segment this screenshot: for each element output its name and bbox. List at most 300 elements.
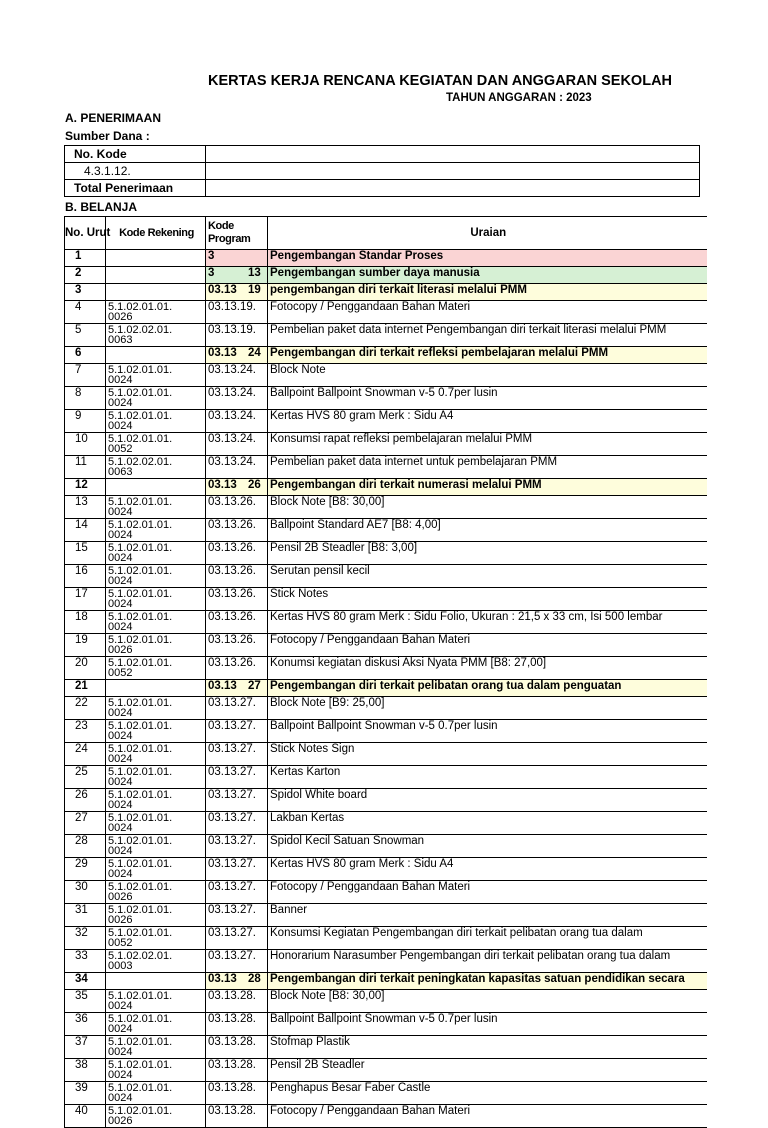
cell-kode-rekening[interactable] — [106, 519, 206, 542]
cell-kode-program[interactable] — [206, 347, 268, 364]
kode-program-code: 03.13.27. — [208, 766, 256, 778]
table-row[interactable] — [65, 301, 707, 324]
cell-uraian[interactable]: Penghapus Besar Faber Castle — [268, 1082, 707, 1105]
kode-program-code: 03.13 — [208, 973, 237, 985]
kode-program-code: 03.13.26. — [208, 657, 256, 669]
kode-program-code: 03.13.24. — [208, 364, 256, 376]
kode-program-code: 03.13.27. — [208, 789, 256, 801]
kode-program-code: 03.13.26. — [208, 519, 256, 531]
cell-no-urut[interactable]: 33 — [65, 950, 106, 973]
cell-kode-program[interactable] — [206, 904, 268, 927]
cell-kode-program[interactable] — [206, 634, 268, 657]
cell-uraian[interactable]: Stofmap Plastik — [268, 1036, 707, 1059]
table-row[interactable] — [65, 1013, 707, 1036]
cell-no-urut[interactable]: 32 — [65, 927, 106, 950]
cell-uraian[interactable]: Fotocopy / Penggandaan Bahan Materi — [268, 881, 707, 904]
kode-program-code: 03.13.27. — [208, 835, 256, 847]
cell-no-urut[interactable]: 1 — [65, 250, 106, 267]
cell-uraian[interactable]: Pengembangan Standar Proses — [268, 250, 707, 267]
cell-no-urut[interactable]: 8 — [65, 387, 106, 410]
cell-kode-program[interactable] — [206, 479, 268, 496]
kode-rekening-part2: 0026 — [108, 311, 133, 323]
kode-rekening-part2: 0024 — [108, 598, 133, 610]
kode-rekening-part2: 0052 — [108, 937, 133, 949]
kode-rekening-part1: 5.1.02.01.01. — [108, 542, 173, 554]
table-row[interactable] — [65, 519, 707, 542]
cell-no-urut[interactable]: 31 — [65, 904, 106, 927]
cell-no-urut[interactable]: 9 — [65, 410, 106, 433]
kode-program-sub: 26 — [248, 479, 261, 491]
cell-kode-program[interactable] — [206, 950, 268, 973]
document-title: KERTAS KERJA RENCANA KEGIATAN DAN ANGGARAN SEKOLAH — [208, 73, 673, 89]
cell-no-urut[interactable]: 3 — [65, 284, 106, 301]
cell-uraian[interactable]: Pembelian paket data internet Pengembangan diri terkait literasi melalui PMM — [268, 324, 707, 347]
cell-no-urut[interactable]: 16 — [65, 565, 106, 588]
cell-kode-rekening[interactable] — [106, 743, 206, 766]
kode-rekening-part2: 0063 — [108, 334, 133, 346]
kode-rekening-part1: 5.1.02.01.01. — [108, 1036, 173, 1048]
kode-rekening-part2: 0003 — [108, 960, 133, 972]
table-row[interactable] — [65, 634, 707, 657]
cell-no-urut[interactable]: 34 — [65, 973, 106, 990]
table-row[interactable] — [65, 766, 707, 789]
cell-no-urut[interactable]: 15 — [65, 542, 106, 565]
kode-rekening-part2: 0024 — [108, 707, 133, 719]
cell-no-urut[interactable]: 24 — [65, 743, 106, 766]
cell-kode-program[interactable] — [206, 250, 268, 267]
table-row[interactable] — [65, 789, 707, 812]
cell-uraian[interactable]: Pensil 2B Steadler — [268, 1059, 707, 1082]
cell-kode-rekening[interactable] — [106, 990, 206, 1013]
cell-uraian[interactable]: Konumsi kegiatan diskusi Aksi Nyata PMM [B8: 27,00] — [268, 657, 707, 680]
kode-program-sub: 28 — [248, 973, 261, 985]
cell-uraian[interactable]: Spidol White board — [268, 789, 707, 812]
cell-kode-program[interactable] — [206, 1082, 268, 1105]
kode-rekening-part2: 0024 — [108, 845, 133, 857]
table-row[interactable] — [65, 812, 707, 835]
cell-uraian[interactable]: Fotocopy / Penggandaan Bahan Materi — [268, 301, 707, 324]
sumber-dana-label: Sumber Dana : — [65, 129, 150, 143]
cell-uraian[interactable]: Stick Notes — [268, 588, 707, 611]
kode-rekening-part1: 5.1.02.01.01. — [108, 657, 173, 669]
cell-uraian[interactable]: Ballpoint Standard AE7 [B8: 4,00] — [268, 519, 707, 542]
table-row[interactable] — [65, 364, 707, 387]
cell-no-urut[interactable]: 18 — [65, 611, 106, 634]
cell-kode-rekening[interactable] — [106, 347, 206, 364]
kode-program-code: 03.13 — [208, 479, 237, 491]
cell-kode-program[interactable] — [206, 456, 268, 479]
cell-no-urut[interactable]: 2 — [65, 267, 106, 284]
cell-kode-rekening[interactable] — [106, 611, 206, 634]
cell-kode-program[interactable] — [206, 542, 268, 565]
cell-kode-rekening[interactable] — [106, 904, 206, 927]
kode-rekening-part1: 5.1.02.01.01. — [108, 990, 173, 1002]
cell-no-urut[interactable]: 37 — [65, 1036, 106, 1059]
kode-rekening-part2: 0024 — [108, 420, 133, 432]
kode-rekening-part2: 0024 — [108, 730, 133, 742]
cell-kode-program[interactable] — [206, 1036, 268, 1059]
kode-program-code: 03.13.27. — [208, 720, 256, 732]
kode-rekening-part2: 0024 — [108, 374, 133, 386]
cell-kode-program[interactable] — [206, 697, 268, 720]
kode-program-code: 03.13.19. — [208, 301, 256, 313]
cell-uraian[interactable]: Lakban Kertas — [268, 812, 707, 835]
cell-kode-program[interactable] — [206, 565, 268, 588]
cell-kode-rekening[interactable] — [106, 456, 206, 479]
cell-kode-rekening[interactable] — [106, 950, 206, 973]
cell-kode-program[interactable] — [206, 1059, 268, 1082]
cell-uraian[interactable]: Banner — [268, 904, 707, 927]
cell-no-urut[interactable]: 20 — [65, 657, 106, 680]
belanja-header-row — [65, 217, 707, 250]
kode-desc-cell[interactable] — [206, 163, 700, 180]
cell-uraian[interactable]: Pengembangan diri terkait numerasi melalui PMM — [268, 479, 707, 496]
kode-rekening-part1: 5.1.02.01.01. — [108, 789, 173, 801]
cell-kode-rekening[interactable] — [106, 766, 206, 789]
cell-no-urut[interactable]: 28 — [65, 835, 106, 858]
cell-kode-program[interactable] — [206, 496, 268, 519]
cell-kode-rekening[interactable] — [106, 634, 206, 657]
cell-kode-rekening[interactable] — [106, 789, 206, 812]
kode-rekening-part1: 5.1.02.01.01. — [108, 496, 173, 508]
table-row[interactable] — [65, 697, 707, 720]
cell-kode-program[interactable] — [206, 858, 268, 881]
kode-program-code: 03.13.24. — [208, 456, 256, 468]
cell-kode-program[interactable] — [206, 789, 268, 812]
cell-no-urut[interactable]: 25 — [65, 766, 106, 789]
table-row[interactable] — [65, 990, 707, 1013]
cell-no-urut[interactable]: 23 — [65, 720, 106, 743]
cell-no-urut[interactable]: 10 — [65, 433, 106, 456]
cell-kode-rekening[interactable] — [106, 881, 206, 904]
cell-kode-rekening[interactable] — [106, 812, 206, 835]
kode-program-code: 03.13.28. — [208, 990, 256, 1002]
cell-kode-rekening[interactable] — [106, 542, 206, 565]
penerimaan-row — [65, 180, 700, 197]
table-row[interactable] — [65, 433, 707, 456]
cell-no-urut[interactable]: 29 — [65, 858, 106, 881]
penerimaan-row — [65, 163, 700, 180]
cell-kode-program[interactable] — [206, 588, 268, 611]
table-row[interactable] — [65, 657, 707, 680]
kode-rekening-part1: 5.1.02.01.01. — [108, 519, 173, 531]
cell-uraian[interactable]: Kertas HVS 80 gram Merk : Sidu A4 — [268, 410, 707, 433]
kode-rekening-part1: 5.1.02.01.01. — [108, 1082, 173, 1094]
kode-rekening-part1: 5.1.02.01.01. — [108, 634, 173, 646]
cell-no-urut[interactable]: 36 — [65, 1013, 106, 1036]
cell-no-urut[interactable]: 40 — [65, 1105, 106, 1128]
kode-program-code: 03.13 — [208, 284, 237, 296]
table-row[interactable] — [65, 743, 707, 766]
cell-uraian[interactable]: Block Note — [268, 364, 707, 387]
cell-uraian[interactable]: Ballpoint Ballpoint Snowman v-5 0.7per lusin — [268, 387, 707, 410]
cell-kode-rekening[interactable] — [106, 1013, 206, 1036]
cell-kode-program[interactable] — [206, 324, 268, 347]
kode-program-code: 03.13.26. — [208, 634, 256, 646]
kode-rekening-part1: 5.1.02.01.01. — [108, 588, 173, 600]
cell-kode-program[interactable] — [206, 812, 268, 835]
kode-rekening-part2: 0024 — [108, 1000, 133, 1012]
cell-kode-rekening[interactable] — [106, 588, 206, 611]
kode-rekening-part1: 5.1.02.01.01. — [108, 565, 173, 577]
table-row[interactable] — [65, 1059, 707, 1082]
cell-no-urut[interactable]: 19 — [65, 634, 106, 657]
cell-uraian[interactable]: Pengembangan diri terkait peningkatan kapasitas satuan pendidikan secara — [268, 973, 707, 990]
table-row[interactable] — [65, 387, 707, 410]
kode-value: 4.3.1.12. — [65, 163, 206, 180]
kode-program-code: 03.13.26. — [208, 611, 256, 623]
kode-rekening-part1: 5.1.02.01.01. — [108, 433, 173, 445]
cell-uraian[interactable]: Ballpoint Ballpoint Snowman v-5 0.7per lusin — [268, 1013, 707, 1036]
table-row[interactable] — [65, 611, 707, 634]
cell-kode-rekening[interactable] — [106, 284, 206, 301]
cell-uraian[interactable]: Kertas HVS 80 gram Merk : Sidu A4 — [268, 858, 707, 881]
kode-rekening-part1: 5.1.02.01.01. — [108, 835, 173, 847]
cell-no-urut[interactable]: 27 — [65, 812, 106, 835]
table-row[interactable] — [65, 680, 707, 697]
kode-program-code: 03.13 — [208, 347, 237, 359]
penerimaan-heading: A. PENERIMAAN — [65, 111, 162, 125]
kode-program-code: 03.13.27. — [208, 904, 256, 916]
kode-program-code: 03.13.24. — [208, 410, 256, 422]
kode-rekening-part1: 5.1.02.02.01. — [108, 324, 173, 336]
cell-no-urut[interactable]: 14 — [65, 519, 106, 542]
kode-rekening-part1: 5.1.02.01.01. — [108, 1059, 173, 1071]
cell-uraian[interactable]: Konsumsi Kegiatan Pengembangan diri terkait pelibatan orang tua dalam — [268, 927, 707, 950]
cell-kode-rekening[interactable] — [106, 858, 206, 881]
kode-rekening-part1: 5.1.02.02.01. — [108, 950, 173, 962]
table-row[interactable] — [65, 588, 707, 611]
kode-rekening-part2: 0024 — [108, 506, 133, 518]
cell-kode-rekening[interactable] — [106, 433, 206, 456]
belanja-table — [64, 216, 707, 1128]
kode-program-code: 3 — [208, 250, 215, 262]
cell-kode-program[interactable] — [206, 410, 268, 433]
cell-uraian[interactable]: Spidol Kecil Satuan Snowman — [268, 835, 707, 858]
cell-kode-rekening[interactable] — [106, 680, 206, 697]
cell-uraian[interactable]: Pengembangan diri terkait refleksi pembelajaran melalui PMM — [268, 347, 707, 364]
cell-kode-rekening[interactable] — [106, 697, 206, 720]
cell-no-urut[interactable]: 5 — [65, 324, 106, 347]
cell-kode-program[interactable] — [206, 284, 268, 301]
kode-rekening-part1: 5.1.02.01.01. — [108, 301, 173, 313]
table-row[interactable] — [65, 456, 707, 479]
cell-kode-program[interactable] — [206, 743, 268, 766]
belanja-heading: B. BELANJA — [65, 200, 138, 214]
cell-uraian[interactable]: Fotocopy / Penggandaan Bahan Materi — [268, 1105, 707, 1128]
cell-kode-program[interactable] — [206, 657, 268, 680]
cell-kode-rekening[interactable] — [106, 1036, 206, 1059]
cell-kode-rekening[interactable] — [106, 835, 206, 858]
cell-kode-program[interactable] — [206, 364, 268, 387]
cell-no-urut[interactable]: 26 — [65, 789, 106, 812]
cell-kode-program[interactable] — [206, 927, 268, 950]
cell-uraian[interactable]: Pembelian paket data internet untuk pembelajaran PMM — [268, 456, 707, 479]
kode-rekening-part2: 0052 — [108, 667, 133, 679]
cell-kode-rekening[interactable] — [106, 410, 206, 433]
cell-uraian[interactable]: Stick Notes Sign — [268, 743, 707, 766]
kode-rekening-part2: 0024 — [108, 868, 133, 880]
cell-uraian[interactable]: Block Note [B8: 30,00] — [268, 496, 707, 519]
table-row[interactable] — [65, 904, 707, 927]
table-row[interactable] — [65, 1036, 707, 1059]
cell-kode-program[interactable] — [206, 720, 268, 743]
cell-uraian[interactable]: Kertas HVS 80 gram Merk : Sidu Folio, Ukuran : 21,5 x 33 cm, Isi 500 lembar — [268, 611, 707, 634]
kode-rekening-part2: 0024 — [108, 1069, 133, 1081]
total-penerimaan-value-cell[interactable] — [206, 180, 700, 197]
kode-rekening-part1: 5.1.02.01.01. — [108, 766, 173, 778]
kode-rekening-part1: 5.1.02.01.01. — [108, 364, 173, 376]
cell-no-urut[interactable]: 17 — [65, 588, 106, 611]
table-row[interactable] — [65, 267, 707, 284]
cell-kode-program[interactable] — [206, 433, 268, 456]
cell-kode-program[interactable] — [206, 387, 268, 410]
table-row[interactable] — [65, 479, 707, 496]
cell-kode-program[interactable] — [206, 1105, 268, 1128]
cell-kode-program[interactable] — [206, 680, 268, 697]
kode-rekening-part2: 0024 — [108, 1046, 133, 1058]
no-kode-label: No. Kode — [65, 146, 206, 163]
cell-uraian[interactable]: Pengembangan diri terkait pelibatan orang tua dalam penguatan — [268, 680, 707, 697]
table-row[interactable] — [65, 565, 707, 588]
cell-uraian[interactable]: Pengembangan sumber daya manusia — [268, 267, 707, 284]
cell-kode-rekening[interactable] — [106, 250, 206, 267]
cell-uraian[interactable]: Block Note [B8: 30,00] — [268, 990, 707, 1013]
kode-program-code: 03.13.26. — [208, 542, 256, 554]
kode-program-code: 3 — [208, 267, 215, 279]
kode-rekening-part2: 0024 — [108, 1092, 133, 1104]
no-kode-value-cell[interactable] — [206, 146, 700, 163]
table-row[interactable] — [65, 973, 707, 990]
table-row[interactable] — [65, 496, 707, 519]
cell-uraian[interactable]: Konsumsi rapat refleksi pembelajaran melalui PMM — [268, 433, 707, 456]
kode-program-code: 03.13.27. — [208, 858, 256, 870]
cell-kode-rekening[interactable] — [106, 657, 206, 680]
kode-program-code: 03.13.26. — [208, 496, 256, 508]
kode-program-code: 03.13.26. — [208, 588, 256, 600]
cell-kode-rekening[interactable] — [106, 479, 206, 496]
cell-kode-rekening[interactable] — [106, 720, 206, 743]
kode-rekening-part2: 0024 — [108, 822, 133, 834]
cell-kode-rekening[interactable] — [106, 973, 206, 990]
cell-kode-rekening[interactable] — [106, 1059, 206, 1082]
cell-no-urut[interactable]: 7 — [65, 364, 106, 387]
cell-kode-rekening[interactable] — [106, 1105, 206, 1128]
table-row[interactable] — [65, 284, 707, 301]
kode-rekening-part2: 0024 — [108, 575, 133, 587]
cell-kode-program[interactable] — [206, 990, 268, 1013]
document-subtitle: TAHUN ANGGARAN : 2023 — [446, 92, 592, 104]
cell-kode-program[interactable] — [206, 611, 268, 634]
cell-kode-rekening[interactable] — [106, 565, 206, 588]
kode-rekening-part1: 5.1.02.01.01. — [108, 1105, 173, 1117]
col-header-uraian: Uraian — [268, 217, 707, 250]
kode-rekening-part2: 0024 — [108, 621, 133, 633]
cell-uraian[interactable]: Ballpoint Ballpoint Snowman v-5 0.7per lusin — [268, 720, 707, 743]
kode-rekening-part1: 5.1.02.01.01. — [108, 697, 173, 709]
cell-uraian[interactable]: Pensil 2B Steadler [B8: 3,00] — [268, 542, 707, 565]
cell-kode-program[interactable] — [206, 1013, 268, 1036]
cell-no-urut[interactable]: 35 — [65, 990, 106, 1013]
kode-program-sub: 13 — [248, 267, 261, 279]
table-row[interactable] — [65, 1105, 707, 1128]
cell-kode-rekening[interactable] — [106, 301, 206, 324]
table-row[interactable] — [65, 858, 707, 881]
kode-rekening-part2: 0052 — [108, 443, 133, 455]
cell-uraian[interactable]: Fotocopy / Penggandaan Bahan Materi — [268, 634, 707, 657]
cell-kode-rekening[interactable] — [106, 324, 206, 347]
cell-kode-program[interactable] — [206, 881, 268, 904]
cell-no-urut[interactable]: 21 — [65, 680, 106, 697]
kode-program-sub: 27 — [248, 680, 261, 692]
kode-rekening-part2: 0024 — [108, 753, 133, 765]
table-row[interactable] — [65, 927, 707, 950]
kode-rekening-part1: 5.1.02.01.01. — [108, 1013, 173, 1025]
cell-no-urut[interactable]: 39 — [65, 1082, 106, 1105]
cell-uraian[interactable]: Kertas Karton — [268, 766, 707, 789]
table-row[interactable] — [65, 542, 707, 565]
cell-no-urut[interactable]: 38 — [65, 1059, 106, 1082]
kode-program-code: 03.13.26. — [208, 565, 256, 577]
cell-kode-program[interactable] — [206, 835, 268, 858]
kode-rekening-part2: 0063 — [108, 466, 133, 478]
table-row[interactable] — [65, 1082, 707, 1105]
kode-program-code: 03.13.27. — [208, 950, 256, 962]
cell-kode-rekening[interactable] — [106, 387, 206, 410]
cell-kode-rekening[interactable] — [106, 927, 206, 950]
cell-kode-rekening[interactable] — [106, 364, 206, 387]
kode-rekening-part2: 0024 — [108, 529, 133, 541]
table-row[interactable] — [65, 250, 707, 267]
cell-kode-program[interactable] — [206, 267, 268, 284]
cell-kode-rekening[interactable] — [106, 267, 206, 284]
cell-kode-program[interactable] — [206, 301, 268, 324]
table-row[interactable] — [65, 835, 707, 858]
kode-rekening-part1: 5.1.02.01.01. — [108, 904, 173, 916]
table-row[interactable] — [65, 881, 707, 904]
table-row[interactable] — [65, 410, 707, 433]
kode-program-code: 03.13.27. — [208, 881, 256, 893]
table-row[interactable] — [65, 324, 707, 347]
cell-no-urut[interactable]: 11 — [65, 456, 106, 479]
cell-uraian[interactable]: Serutan pensil kecil — [268, 565, 707, 588]
cell-no-urut[interactable]: 6 — [65, 347, 106, 364]
cell-kode-program[interactable] — [206, 519, 268, 542]
cell-no-urut[interactable]: 30 — [65, 881, 106, 904]
cell-no-urut[interactable]: 22 — [65, 697, 106, 720]
cell-kode-program[interactable] — [206, 973, 268, 990]
cell-kode-program[interactable] — [206, 766, 268, 789]
kode-rekening-part1: 5.1.02.01.01. — [108, 410, 173, 422]
cell-no-urut[interactable]: 13 — [65, 496, 106, 519]
table-row[interactable] — [65, 950, 707, 973]
kode-program-code: 03.13.28. — [208, 1105, 256, 1117]
cell-uraian[interactable]: Block Note [B9: 25,00] — [268, 697, 707, 720]
cell-kode-rekening[interactable] — [106, 496, 206, 519]
cell-no-urut[interactable]: 4 — [65, 301, 106, 324]
cell-kode-rekening[interactable] — [106, 1082, 206, 1105]
col-header-kode-program: Kode Program — [206, 217, 268, 250]
cell-no-urut[interactable]: 12 — [65, 479, 106, 496]
kode-rekening-part1: 5.1.02.01.01. — [108, 743, 173, 755]
cell-uraian[interactable]: Honorarium Narasumber Pengembangan diri terkait pelibatan orang tua dalam — [268, 950, 707, 973]
cell-uraian[interactable]: pengembangan diri terkait literasi melalui PMM — [268, 284, 707, 301]
table-row[interactable] — [65, 720, 707, 743]
kode-rekening-part1: 5.1.02.01.01. — [108, 720, 173, 732]
kode-rekening-part2: 0026 — [108, 644, 133, 656]
table-row[interactable] — [65, 347, 707, 364]
kode-rekening-part2: 0026 — [108, 1115, 133, 1127]
